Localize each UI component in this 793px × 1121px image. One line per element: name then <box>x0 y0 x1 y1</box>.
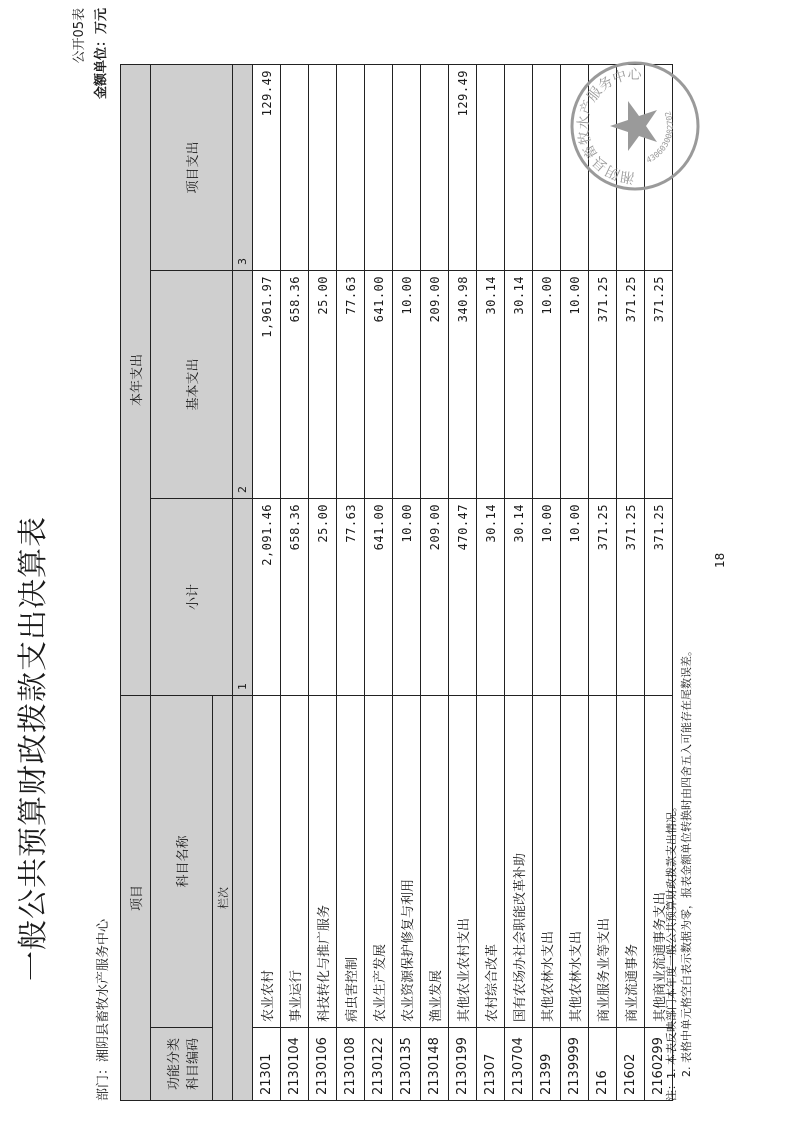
row-basic: 371.25 <box>617 270 645 498</box>
lanci-label: 栏次 <box>213 695 233 1100</box>
row-name: 事业运行 <box>281 695 309 1027</box>
row-basic: 10.00 <box>561 270 589 498</box>
code-header: 功能分类科目编码 <box>151 1028 213 1101</box>
row-project <box>337 64 365 270</box>
basic-header: 基本支出 <box>151 270 233 498</box>
name-header: 科目名称 <box>151 695 213 1027</box>
row-project: 129.49 <box>449 64 477 270</box>
table-row <box>253 64 281 1100</box>
row-name: 其他商业流通事务支出 <box>645 695 673 1027</box>
table-row <box>421 64 449 1100</box>
table-row <box>533 64 561 1100</box>
row-subtotal: 371.25 <box>589 498 617 695</box>
row-subtotal: 658.36 <box>281 498 309 695</box>
idx-3: 3 <box>233 64 253 270</box>
seal-icon <box>568 59 702 193</box>
row-subtotal: 10.00 <box>393 498 421 695</box>
row-subtotal: 641.00 <box>365 498 393 695</box>
row-code: 2130148 <box>421 1028 449 1101</box>
row-subtotal: 470.47 <box>449 498 477 695</box>
row-name: 其他农林水支出 <box>533 695 561 1027</box>
table-row <box>505 64 533 1100</box>
row-code: 2130199 <box>449 1028 477 1101</box>
table-row <box>281 64 309 1100</box>
row-name: 国有农场办社会职能改革补助 <box>505 695 533 1027</box>
row-code: 2130135 <box>393 1028 421 1101</box>
row-subtotal: 25.00 <box>309 498 337 695</box>
row-subtotal: 30.14 <box>505 498 533 695</box>
row-code: 2130108 <box>337 1028 365 1101</box>
project-exp-header: 项目支出 <box>151 64 233 270</box>
row-code: 216 <box>589 1028 617 1101</box>
row-project <box>477 64 505 270</box>
row-basic: 30.14 <box>505 270 533 498</box>
row-basic: 371.25 <box>645 270 673 498</box>
row-code: 2130122 <box>365 1028 393 1101</box>
idx-blank <box>233 695 253 1100</box>
row-basic: 641.00 <box>365 270 393 498</box>
row-code: 21602 <box>617 1028 645 1101</box>
row-basic: 30.14 <box>477 270 505 498</box>
subtotal-header: 小计 <box>151 498 233 695</box>
row-subtotal: 371.25 <box>645 498 673 695</box>
row-subtotal: 10.00 <box>533 498 561 695</box>
row-basic: 10.00 <box>393 270 421 498</box>
row-subtotal: 2,091.46 <box>253 498 281 695</box>
row-subtotal: 77.63 <box>337 498 365 695</box>
table-row <box>393 64 421 1100</box>
table-row <box>589 64 617 1100</box>
row-project <box>533 64 561 270</box>
idx-1: 1 <box>233 498 253 695</box>
row-name: 科技转化与推广服务 <box>309 695 337 1027</box>
row-name: 病虫害控制 <box>337 695 365 1027</box>
department-label: 部门：湘阴县畜牧水产服务中心 <box>96 918 111 1101</box>
row-project <box>393 64 421 270</box>
row-name: 农村综合改革 <box>477 695 505 1027</box>
row-code: 21307 <box>477 1028 505 1101</box>
row-subtotal: 371.25 <box>617 498 645 695</box>
row-name: 农业农村 <box>253 695 281 1027</box>
table-row <box>449 64 477 1100</box>
page-title: 一般公共预算财政拨款支出决算表 <box>16 516 51 981</box>
table-row <box>337 64 365 1100</box>
row-name: 商业服务业等支出 <box>589 695 617 1027</box>
row-name: 渔业发展 <box>421 695 449 1027</box>
seal-text-bottom: 4306030002702 <box>644 110 675 165</box>
row-name: 其他农业农村支出 <box>449 695 477 1027</box>
unit-label: 金额单位：万元 <box>94 8 109 100</box>
row-project <box>421 64 449 270</box>
table-row <box>617 64 645 1100</box>
idx-2: 2 <box>233 270 253 498</box>
expenditure-table <box>120 64 673 1101</box>
table-row <box>365 64 393 1100</box>
row-code: 2139999 <box>561 1028 589 1101</box>
row-subtotal: 30.14 <box>477 498 505 695</box>
row-basic: 209.00 <box>421 270 449 498</box>
table-row <box>309 64 337 1100</box>
row-code: 2130704 <box>505 1028 533 1101</box>
seal-text-top: 湘阴县畜牧水产服务中心 <box>575 66 642 186</box>
row-project <box>309 64 337 270</box>
row-code: 2130104 <box>281 1028 309 1101</box>
row-code: 2160299 <box>645 1028 673 1101</box>
row-name: 其他农林水支出 <box>561 695 589 1027</box>
row-basic: 658.36 <box>281 270 309 498</box>
row-basic: 77.63 <box>337 270 365 498</box>
row-basic: 1,961.97 <box>253 270 281 498</box>
row-basic: 371.25 <box>589 270 617 498</box>
note-1: 注：1. 本表反映部门本年度一般公共预算财政拨款支出情况。 <box>665 801 678 1101</box>
row-code: 21399 <box>533 1028 561 1101</box>
row-project <box>365 64 393 270</box>
table-row <box>477 64 505 1100</box>
row-name: 农业资源保护修复与利用 <box>393 695 421 1027</box>
row-subtotal: 10.00 <box>561 498 589 695</box>
row-basic: 25.00 <box>309 270 337 498</box>
row-basic: 340.98 <box>449 270 477 498</box>
row-name: 商业流通事务 <box>617 695 645 1027</box>
row-project <box>505 64 533 270</box>
row-name: 农业生产发展 <box>365 695 393 1027</box>
note-2: 2. 表格中单元格空白表示数据为零，报表金额单位转换时由四舍五入可能存在尾数误差。 <box>680 645 693 1077</box>
row-code: 21301 <box>253 1028 281 1101</box>
official-seal <box>568 59 702 193</box>
this-year-header: 本年支出 <box>121 64 151 695</box>
row-basic: 10.00 <box>533 270 561 498</box>
row-project <box>281 64 309 270</box>
row-subtotal: 209.00 <box>421 498 449 695</box>
row-project: 129.49 <box>253 64 281 270</box>
page-number: 18 <box>713 552 727 568</box>
project-header: 项目 <box>121 695 151 1100</box>
form-code: 公开05表 <box>72 8 87 64</box>
row-code: 2130106 <box>309 1028 337 1101</box>
table-row <box>561 64 589 1100</box>
